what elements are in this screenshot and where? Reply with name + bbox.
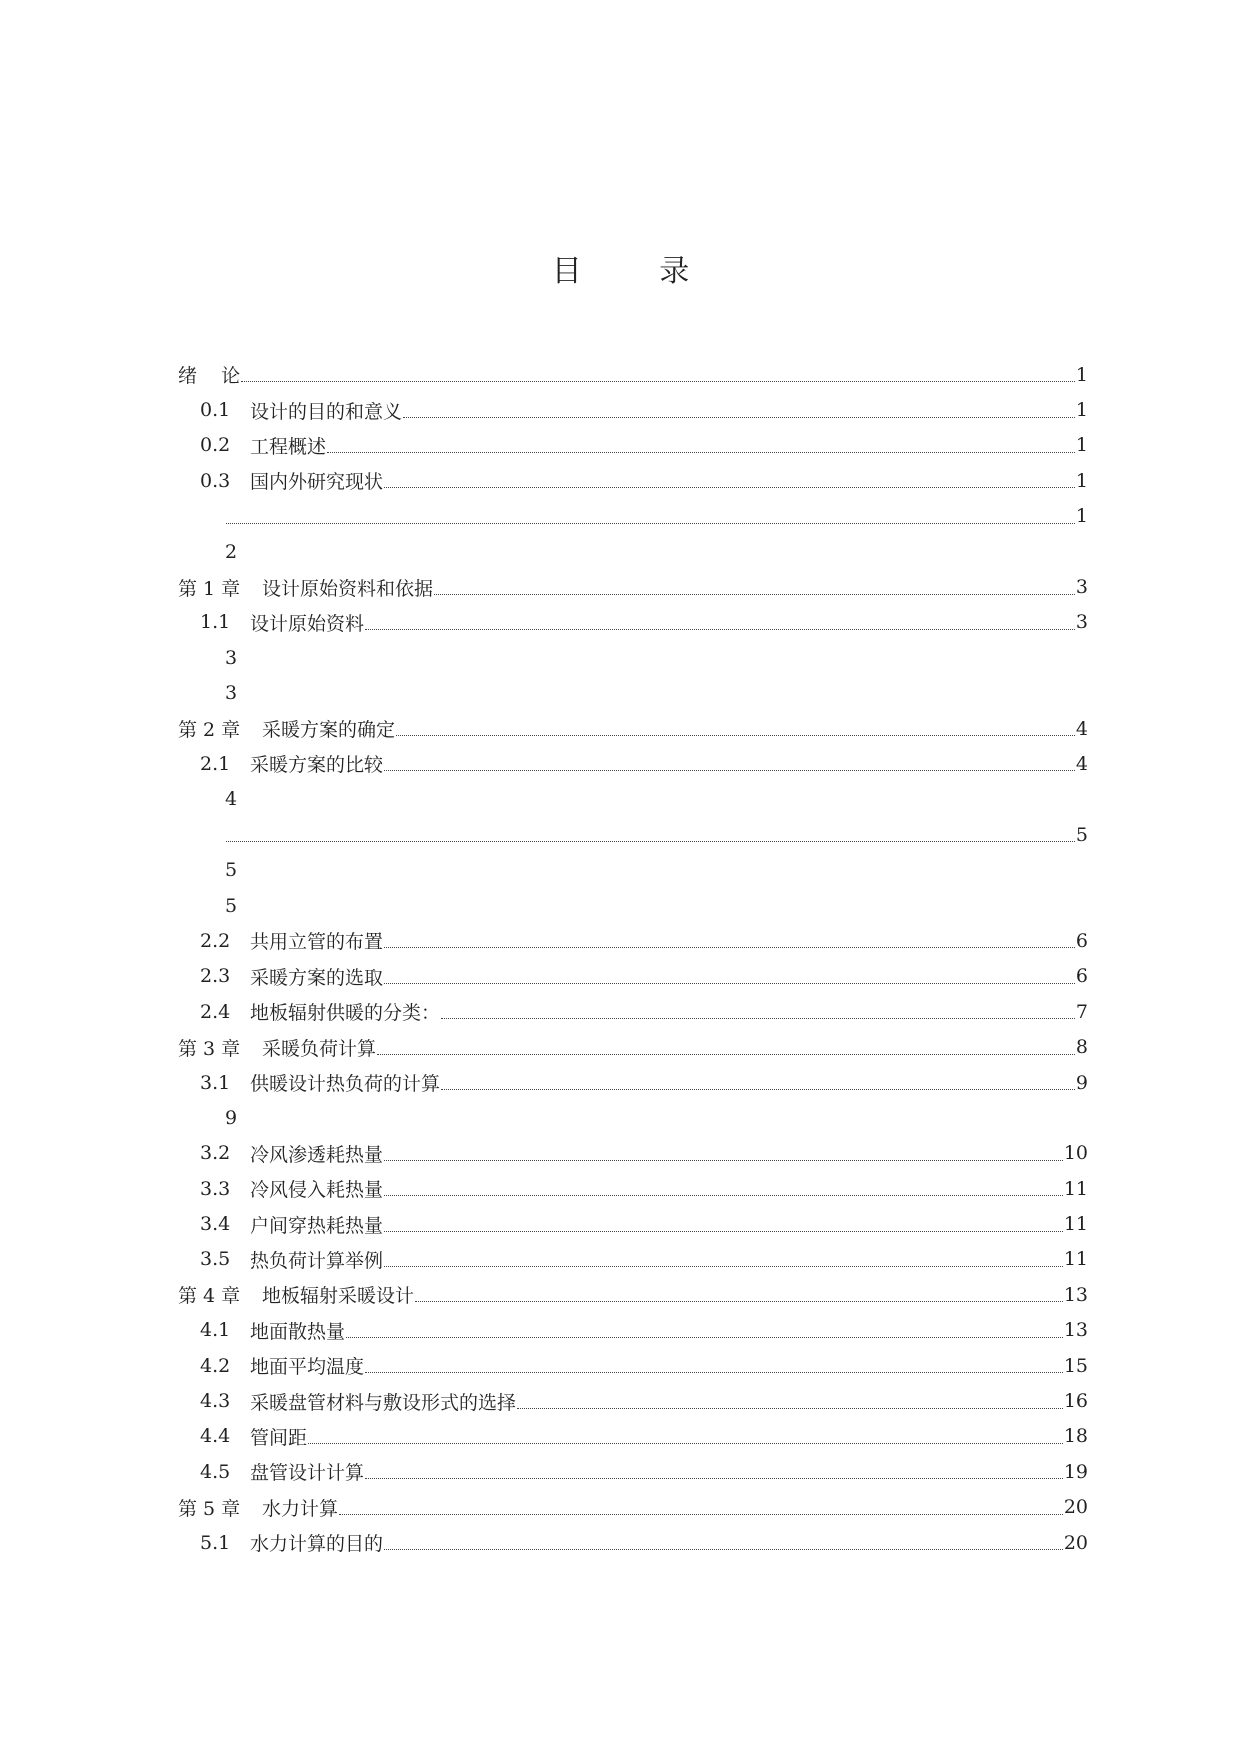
- toc-section-entry[interactable]: [178, 1065, 1088, 1100]
- entry-number: 3.4: [200, 1213, 231, 1236]
- page-number: 19: [1063, 1460, 1088, 1483]
- page-number: 1: [1075, 505, 1088, 528]
- page-number: 3: [225, 682, 238, 705]
- entry-title: 采暖方案的比较: [250, 754, 384, 777]
- entry-number: 4.3: [200, 1390, 231, 1413]
- entry-number: 3.5: [200, 1248, 231, 1271]
- page-number: 1: [1075, 469, 1088, 492]
- toc-section-entry[interactable]: [178, 994, 1088, 1029]
- page-number: 6: [1075, 965, 1088, 988]
- entry-number: 3.1: [200, 1071, 231, 1094]
- toc-section-entry[interactable]: [178, 1242, 1088, 1277]
- page-number: 16: [1063, 1390, 1088, 1413]
- entry-number: 3.3: [200, 1177, 231, 1200]
- page-number: 1: [1075, 363, 1088, 386]
- dot-leader: [346, 1337, 1063, 1338]
- dot-leader: [365, 629, 1075, 630]
- toc-section-entry[interactable]: [178, 1171, 1088, 1206]
- entry-title: 水力计算: [262, 1497, 339, 1520]
- dot-leader: [365, 1372, 1063, 1373]
- toc-section-entry[interactable]: [178, 1419, 1088, 1454]
- entry-title: 供暖设计热负荷的计算: [250, 1073, 441, 1095]
- entry-title: 户间穿热耗热量: [250, 1214, 384, 1237]
- entry-number: 1.1: [200, 611, 231, 634]
- toc-section-entry[interactable]: [178, 392, 1088, 427]
- toc-section-entry[interactable]: [178, 746, 1088, 781]
- entry-title: 盘管设计计算: [250, 1462, 365, 1485]
- toc-chapter-entry[interactable]: [178, 1029, 1088, 1064]
- entry-number: 3.2: [200, 1142, 231, 1165]
- page-number: 9: [1075, 1071, 1088, 1094]
- entry-title: 热负荷计算举例: [250, 1249, 384, 1272]
- entry-number: 2.1: [200, 752, 231, 775]
- page-number: 13: [1063, 1319, 1088, 1342]
- page-number: 4: [1075, 717, 1088, 740]
- dot-leader: [517, 1408, 1063, 1409]
- page-number: 13: [1063, 1283, 1088, 1306]
- page-number: 18: [1063, 1425, 1088, 1448]
- toc-section-entry[interactable]: [178, 428, 1088, 463]
- page-number: 5: [225, 859, 238, 882]
- entry-title: 设计的目的和意义: [250, 400, 403, 423]
- entry-number: 4.5: [200, 1460, 231, 1483]
- toc-section-entry[interactable]: [178, 1136, 1088, 1171]
- entry-number: 0.1: [200, 399, 231, 422]
- toc-section-entry[interactable]: [178, 1454, 1088, 1489]
- page-number: 4: [1075, 752, 1088, 775]
- entry-title: 采暖方案的确定: [262, 719, 396, 742]
- table-of-contents: [178, 357, 1088, 1560]
- page-number: 3: [1075, 576, 1088, 599]
- dot-leader: [434, 594, 1075, 595]
- page-number: 10: [1063, 1142, 1088, 1165]
- dot-leader: [226, 841, 1075, 842]
- page-number: 3: [225, 646, 238, 669]
- toc-section-entry[interactable]: [178, 463, 1088, 498]
- entry-number: 0.3: [200, 469, 231, 492]
- dot-leader: [384, 770, 1075, 771]
- entry-title: 设计原始资料和依据: [262, 577, 434, 600]
- page-number: 2: [225, 540, 238, 563]
- entry-number: 第 1 章: [178, 577, 241, 600]
- page-number: 15: [1063, 1354, 1088, 1377]
- entry-number: 第 4 章: [178, 1285, 241, 1308]
- entry-title: 国内外研究现状: [250, 471, 384, 494]
- entry-number: 0.2: [200, 434, 231, 457]
- dot-leader: [308, 1443, 1063, 1444]
- entry-title: 绪 论: [178, 365, 241, 388]
- dot-leader: [403, 417, 1075, 418]
- page-number: 20: [1063, 1531, 1088, 1554]
- toc-section-entry[interactable]: [178, 959, 1088, 994]
- page-number: 1: [1075, 434, 1088, 457]
- dot-leader: [365, 1478, 1063, 1479]
- toc-section-entry[interactable]: [178, 1383, 1088, 1418]
- entry-title: 冷风渗透耗热量: [250, 1143, 384, 1166]
- page-number: 11: [1063, 1177, 1088, 1200]
- toc-orphan-page-number[interactable]: [178, 640, 1088, 675]
- toc-section-entry[interactable]: [178, 605, 1088, 640]
- dot-leader: [415, 1301, 1063, 1302]
- dot-leader: [377, 1054, 1075, 1055]
- entry-number: 2.4: [200, 1000, 231, 1023]
- toc-untitled-entry[interactable]: [178, 817, 1088, 852]
- toc-chapter-entry[interactable]: [178, 711, 1088, 746]
- dot-leader: [339, 1514, 1063, 1515]
- toc-chapter-entry[interactable]: [178, 1277, 1088, 1312]
- entry-title: 工程概述: [250, 435, 327, 458]
- toc-section-entry[interactable]: [178, 1348, 1088, 1383]
- entry-title: 地板辐射采暖设计: [262, 1285, 415, 1308]
- entry-number: 4.2: [200, 1354, 231, 1377]
- entry-number: 5.1: [200, 1531, 231, 1554]
- entry-number: 第 5 章: [178, 1497, 241, 1520]
- page-number: 11: [1063, 1248, 1088, 1271]
- toc-section-entry[interactable]: [178, 923, 1088, 958]
- toc-orphan-page-number[interactable]: [178, 676, 1088, 711]
- dot-leader: [441, 1018, 1075, 1019]
- entry-number: 2.3: [200, 965, 231, 988]
- dot-leader: [384, 983, 1075, 984]
- dot-leader: [396, 735, 1075, 736]
- page-number: 20: [1063, 1496, 1088, 1519]
- toc-chapter-entry[interactable]: [178, 569, 1088, 604]
- page-number: 6: [1075, 929, 1088, 952]
- page-number: 4: [225, 788, 238, 811]
- entry-title: 设计原始资料: [250, 612, 365, 635]
- entry-title: 采暖盘管材料与敷设形式的选择: [250, 1391, 517, 1414]
- toc-section-entry[interactable]: [178, 1206, 1088, 1241]
- toc-chapter-entry[interactable]: [178, 1490, 1088, 1525]
- toc-orphan-page-number[interactable]: [178, 888, 1088, 923]
- dot-leader: [384, 487, 1075, 488]
- entry-number: 第 3 章: [178, 1037, 241, 1060]
- page-number: 9: [225, 1106, 238, 1129]
- entry-title: 管间距: [250, 1426, 308, 1449]
- page-number: 8: [1075, 1036, 1088, 1059]
- toc-orphan-page-number[interactable]: [178, 1100, 1088, 1135]
- entry-title: 地面平均温度: [250, 1356, 365, 1379]
- dot-leader: [327, 452, 1075, 453]
- page-number: 11: [1063, 1213, 1088, 1236]
- toc-chapter-entry[interactable]: [178, 357, 1088, 392]
- entry-title: 采暖负荷计算: [262, 1037, 377, 1060]
- dot-leader: [384, 1266, 1063, 1267]
- entry-number: 4.1: [200, 1319, 231, 1342]
- toc-orphan-page-number[interactable]: [178, 782, 1088, 817]
- dot-leader: [384, 947, 1075, 948]
- toc-orphan-page-number[interactable]: [178, 534, 1088, 569]
- page-number: 5: [1075, 823, 1088, 846]
- entry-number: 2.2: [200, 929, 231, 952]
- toc-orphan-page-number[interactable]: [178, 852, 1088, 887]
- dot-leader: [441, 1089, 1075, 1090]
- entry-title: 共用立管的布置: [250, 931, 384, 954]
- entry-number: 4.4: [200, 1425, 231, 1448]
- toc-section-entry[interactable]: [178, 1525, 1088, 1560]
- page-number: 1: [1075, 399, 1088, 422]
- dot-leader: [384, 1160, 1063, 1161]
- entry-title: 水力计算的目的: [250, 1533, 384, 1556]
- dot-leader: [241, 381, 1075, 382]
- entry-number: 第 2 章: [178, 719, 241, 742]
- toc-untitled-entry[interactable]: [178, 499, 1088, 534]
- page-title: 目 录: [551, 254, 724, 289]
- page-number: 3: [1075, 611, 1088, 634]
- page-number: 7: [1075, 1000, 1088, 1023]
- dot-leader: [384, 1195, 1063, 1196]
- dot-leader: [384, 1231, 1063, 1232]
- entry-title: 地板辐射供暖的分类：: [250, 1002, 441, 1025]
- dot-leader: [226, 523, 1075, 524]
- toc-section-entry[interactable]: [178, 1313, 1088, 1348]
- dot-leader: [384, 1549, 1063, 1550]
- entry-title: 冷风侵入耗热量: [250, 1179, 384, 1202]
- entry-title: 采暖方案的选取: [250, 966, 384, 989]
- page-number: 5: [225, 894, 238, 917]
- entry-title: 地面散热量: [250, 1320, 346, 1343]
